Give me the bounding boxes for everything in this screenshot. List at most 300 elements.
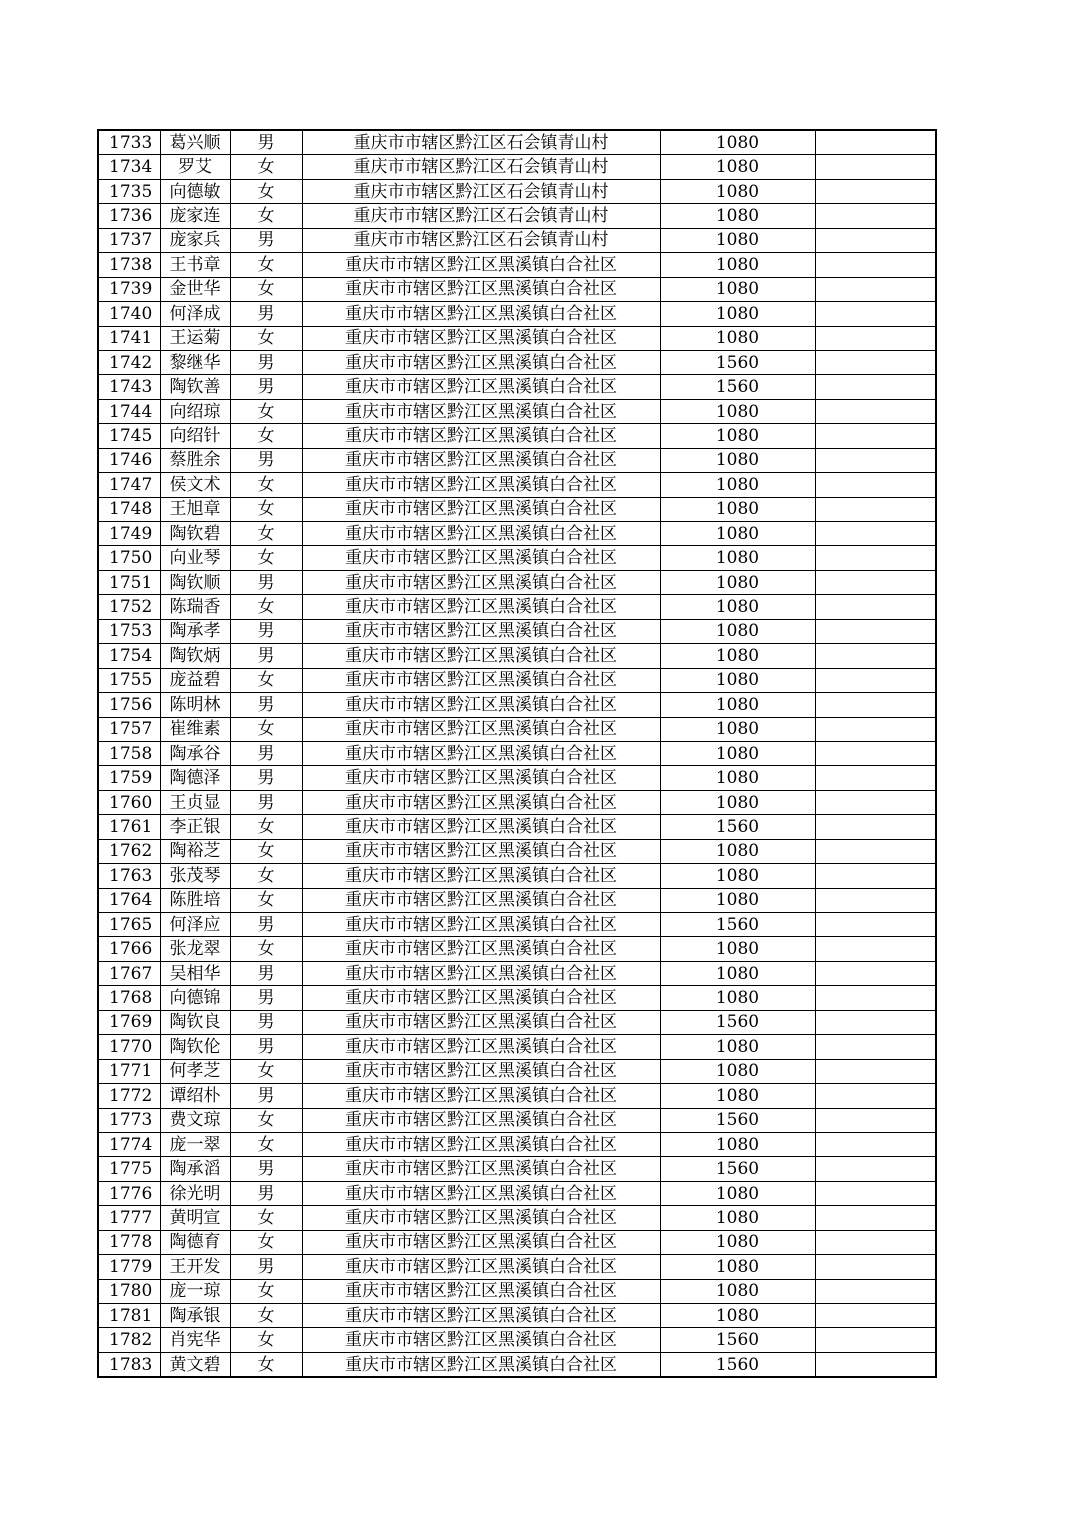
address-cell: 重庆市市辖区黔江区黑溪镇白合社区 <box>302 277 660 301</box>
address-cell: 重庆市市辖区黔江区黑溪镇白合社区 <box>302 399 660 423</box>
amount-cell: 1080 <box>660 228 815 252</box>
gender-cell: 男 <box>230 1035 302 1059</box>
gender-cell: 女 <box>230 717 302 741</box>
gender-cell: 男 <box>230 766 302 790</box>
remark-cell <box>815 1010 936 1034</box>
gender-cell: 女 <box>230 839 302 863</box>
remark-cell <box>815 1328 936 1352</box>
address-cell: 重庆市市辖区黔江区黑溪镇白合社区 <box>302 350 660 374</box>
table-row <box>98 204 936 228</box>
table-row <box>98 1230 936 1254</box>
name-cell: 罗艾 <box>160 155 230 179</box>
name-cell: 何泽成 <box>160 302 230 326</box>
name-cell: 蔡胜余 <box>160 448 230 472</box>
gender-cell: 男 <box>230 790 302 814</box>
table-row <box>98 839 936 863</box>
amount-cell: 1080 <box>660 179 815 203</box>
name-cell: 王运菊 <box>160 326 230 350</box>
amount-cell: 1080 <box>660 1035 815 1059</box>
remark-cell <box>815 448 936 472</box>
row-number-cell: 1741 <box>98 326 160 350</box>
row-number-cell: 1754 <box>98 644 160 668</box>
address-cell: 重庆市市辖区黔江区黑溪镇白合社区 <box>302 1084 660 1108</box>
row-number-cell: 1746 <box>98 448 160 472</box>
address-cell: 重庆市市辖区黔江区黑溪镇白合社区 <box>302 668 660 692</box>
remark-cell <box>815 766 936 790</box>
gender-cell: 女 <box>230 424 302 448</box>
gender-cell: 男 <box>230 644 302 668</box>
row-number-cell: 1777 <box>98 1206 160 1230</box>
row-number-cell: 1767 <box>98 961 160 985</box>
row-number-cell: 1765 <box>98 913 160 937</box>
table-row <box>98 913 936 937</box>
gender-cell: 男 <box>230 448 302 472</box>
table-row <box>98 766 936 790</box>
name-cell: 陶钦碧 <box>160 522 230 546</box>
name-cell: 李正银 <box>160 815 230 839</box>
gender-cell: 女 <box>230 1304 302 1328</box>
address-cell: 重庆市市辖区黔江区石会镇青山村 <box>302 130 660 155</box>
address-cell: 重庆市市辖区黔江区黑溪镇白合社区 <box>302 1010 660 1034</box>
gender-cell: 女 <box>230 473 302 497</box>
amount-cell: 1080 <box>660 864 815 888</box>
amount-cell: 1080 <box>660 644 815 668</box>
remark-cell <box>815 693 936 717</box>
table-row <box>98 1132 936 1156</box>
amount-cell: 1080 <box>660 570 815 594</box>
table-row <box>98 277 936 301</box>
name-cell: 何孝芝 <box>160 1059 230 1083</box>
name-cell: 向绍琼 <box>160 399 230 423</box>
address-cell: 重庆市市辖区黔江区黑溪镇白合社区 <box>302 839 660 863</box>
address-cell: 重庆市市辖区黔江区黑溪镇白合社区 <box>302 522 660 546</box>
address-cell: 重庆市市辖区黔江区黑溪镇白合社区 <box>302 717 660 741</box>
gender-cell: 女 <box>230 277 302 301</box>
row-number-cell: 1769 <box>98 1010 160 1034</box>
amount-cell: 1080 <box>660 155 815 179</box>
name-cell: 张龙翠 <box>160 937 230 961</box>
amount-cell: 1080 <box>660 424 815 448</box>
remark-cell <box>815 839 936 863</box>
name-cell: 陈瑞香 <box>160 595 230 619</box>
gender-cell: 男 <box>230 302 302 326</box>
gender-cell: 男 <box>230 741 302 765</box>
remark-cell <box>815 790 936 814</box>
gender-cell: 男 <box>230 1181 302 1205</box>
gender-cell: 女 <box>230 1059 302 1083</box>
row-number-cell: 1756 <box>98 693 160 717</box>
table-row <box>98 888 936 912</box>
remark-cell <box>815 473 936 497</box>
remark-cell <box>815 570 936 594</box>
remark-cell <box>815 1108 936 1132</box>
address-cell: 重庆市市辖区黔江区黑溪镇白合社区 <box>302 1181 660 1205</box>
remark-cell <box>815 130 936 155</box>
table-row <box>98 130 936 155</box>
address-cell: 重庆市市辖区黔江区黑溪镇白合社区 <box>302 1157 660 1181</box>
name-cell: 陶承孝 <box>160 619 230 643</box>
table-row <box>98 815 936 839</box>
remark-cell <box>815 717 936 741</box>
gender-cell: 女 <box>230 595 302 619</box>
row-number-cell: 1771 <box>98 1059 160 1083</box>
row-number-cell: 1735 <box>98 179 160 203</box>
name-cell: 崔维素 <box>160 717 230 741</box>
table-row <box>98 1084 936 1108</box>
address-cell: 重庆市市辖区黔江区石会镇青山村 <box>302 155 660 179</box>
row-number-cell: 1744 <box>98 399 160 423</box>
row-number-cell: 1778 <box>98 1230 160 1254</box>
address-cell: 重庆市市辖区黔江区黑溪镇白合社区 <box>302 790 660 814</box>
name-cell: 向德锦 <box>160 986 230 1010</box>
gender-cell: 女 <box>230 1328 302 1352</box>
name-cell: 庞家兵 <box>160 228 230 252</box>
name-cell: 王开发 <box>160 1255 230 1279</box>
table-row <box>98 253 936 277</box>
name-cell: 庞益碧 <box>160 668 230 692</box>
row-number-cell: 1750 <box>98 546 160 570</box>
row-number-cell: 1772 <box>98 1084 160 1108</box>
amount-cell: 1080 <box>660 937 815 961</box>
gender-cell: 男 <box>230 986 302 1010</box>
address-cell: 重庆市市辖区黔江区石会镇青山村 <box>302 204 660 228</box>
address-cell: 重庆市市辖区黔江区黑溪镇白合社区 <box>302 1255 660 1279</box>
remark-cell <box>815 1304 936 1328</box>
remark-cell <box>815 204 936 228</box>
row-number-cell: 1738 <box>98 253 160 277</box>
amount-cell: 1080 <box>660 473 815 497</box>
address-cell: 重庆市市辖区黔江区黑溪镇白合社区 <box>302 570 660 594</box>
row-number-cell: 1776 <box>98 1181 160 1205</box>
row-number-cell: 1759 <box>98 766 160 790</box>
amount-cell: 1080 <box>660 497 815 521</box>
row-number-cell: 1737 <box>98 228 160 252</box>
amount-cell: 1080 <box>660 302 815 326</box>
remark-cell <box>815 864 936 888</box>
address-cell: 重庆市市辖区黔江区黑溪镇白合社区 <box>302 326 660 350</box>
remark-cell <box>815 1255 936 1279</box>
table-body <box>98 130 936 1377</box>
remark-cell <box>815 497 936 521</box>
name-cell: 黄文碧 <box>160 1352 230 1377</box>
table-row <box>98 399 936 423</box>
name-cell: 陶承滔 <box>160 1157 230 1181</box>
row-number-cell: 1747 <box>98 473 160 497</box>
amount-cell: 1080 <box>660 277 815 301</box>
table-row <box>98 790 936 814</box>
address-cell: 重庆市市辖区黔江区黑溪镇白合社区 <box>302 1352 660 1377</box>
gender-cell: 女 <box>230 1279 302 1303</box>
row-number-cell: 1773 <box>98 1108 160 1132</box>
gender-cell: 男 <box>230 961 302 985</box>
remark-cell <box>815 277 936 301</box>
gender-cell: 女 <box>230 937 302 961</box>
row-number-cell: 1762 <box>98 839 160 863</box>
gender-cell: 男 <box>230 1084 302 1108</box>
amount-cell: 1080 <box>660 790 815 814</box>
name-cell: 黄明宣 <box>160 1206 230 1230</box>
address-cell: 重庆市市辖区黔江区黑溪镇白合社区 <box>302 1108 660 1132</box>
table-row <box>98 375 936 399</box>
amount-cell: 1080 <box>660 1206 815 1230</box>
amount-cell: 1080 <box>660 668 815 692</box>
table-row <box>98 546 936 570</box>
amount-cell: 1080 <box>660 1059 815 1083</box>
name-cell: 王旭章 <box>160 497 230 521</box>
amount-cell: 1560 <box>660 1157 815 1181</box>
gender-cell: 女 <box>230 546 302 570</box>
remark-cell <box>815 350 936 374</box>
remark-cell <box>815 1059 936 1083</box>
remark-cell <box>815 1035 936 1059</box>
row-number-cell: 1736 <box>98 204 160 228</box>
gender-cell: 男 <box>230 913 302 937</box>
remark-cell <box>815 228 936 252</box>
gender-cell: 男 <box>230 570 302 594</box>
gender-cell: 女 <box>230 668 302 692</box>
row-number-cell: 1764 <box>98 888 160 912</box>
row-number-cell: 1783 <box>98 1352 160 1377</box>
gender-cell: 男 <box>230 1010 302 1034</box>
table-row <box>98 1328 936 1352</box>
address-cell: 重庆市市辖区黔江区黑溪镇白合社区 <box>302 619 660 643</box>
remark-cell <box>815 644 936 668</box>
table-row <box>98 1206 936 1230</box>
gender-cell: 女 <box>230 815 302 839</box>
remark-cell <box>815 1206 936 1230</box>
address-cell: 重庆市市辖区黔江区黑溪镇白合社区 <box>302 253 660 277</box>
address-cell: 重庆市市辖区黔江区黑溪镇白合社区 <box>302 864 660 888</box>
name-cell: 陶裕芝 <box>160 839 230 863</box>
amount-cell: 1560 <box>660 1352 815 1377</box>
remark-cell <box>815 1352 936 1377</box>
amount-cell: 1080 <box>660 1304 815 1328</box>
gender-cell: 女 <box>230 179 302 203</box>
amount-cell: 1080 <box>660 326 815 350</box>
address-cell: 重庆市市辖区黔江区黑溪镇白合社区 <box>302 1304 660 1328</box>
amount-cell: 1560 <box>660 1328 815 1352</box>
remark-cell <box>815 1084 936 1108</box>
remark-cell <box>815 546 936 570</box>
table-row <box>98 1010 936 1034</box>
table-row <box>98 522 936 546</box>
name-cell: 张茂琴 <box>160 864 230 888</box>
address-cell: 重庆市市辖区黔江区黑溪镇白合社区 <box>302 766 660 790</box>
row-number-cell: 1753 <box>98 619 160 643</box>
table-row <box>98 1255 936 1279</box>
remark-cell <box>815 1132 936 1156</box>
amount-cell: 1080 <box>660 253 815 277</box>
amount-cell: 1080 <box>660 766 815 790</box>
gender-cell: 女 <box>230 1206 302 1230</box>
row-number-cell: 1751 <box>98 570 160 594</box>
gender-cell: 女 <box>230 497 302 521</box>
row-number-cell: 1760 <box>98 790 160 814</box>
table-row <box>98 1181 936 1205</box>
address-cell: 重庆市市辖区黔江区黑溪镇白合社区 <box>302 448 660 472</box>
row-number-cell: 1781 <box>98 1304 160 1328</box>
gender-cell: 女 <box>230 1132 302 1156</box>
table-row <box>98 693 936 717</box>
address-cell: 重庆市市辖区黔江区黑溪镇白合社区 <box>302 644 660 668</box>
table-row <box>98 717 936 741</box>
amount-cell: 1080 <box>660 961 815 985</box>
row-number-cell: 1758 <box>98 741 160 765</box>
amount-cell: 1080 <box>660 741 815 765</box>
remark-cell <box>815 253 936 277</box>
remark-cell <box>815 961 936 985</box>
amount-cell: 1080 <box>660 986 815 1010</box>
row-number-cell: 1782 <box>98 1328 160 1352</box>
remark-cell <box>815 375 936 399</box>
name-cell: 陈明林 <box>160 693 230 717</box>
gender-cell: 男 <box>230 693 302 717</box>
row-number-cell: 1761 <box>98 815 160 839</box>
table-row <box>98 986 936 1010</box>
amount-cell: 1080 <box>660 1132 815 1156</box>
name-cell: 陶承银 <box>160 1304 230 1328</box>
amount-cell: 1080 <box>660 399 815 423</box>
table-row <box>98 570 936 594</box>
name-cell: 王贞显 <box>160 790 230 814</box>
remark-cell <box>815 399 936 423</box>
amount-cell: 1080 <box>660 204 815 228</box>
name-cell: 费文琼 <box>160 1108 230 1132</box>
table-row <box>98 961 936 985</box>
address-cell: 重庆市市辖区黔江区黑溪镇白合社区 <box>302 741 660 765</box>
name-cell: 徐光明 <box>160 1181 230 1205</box>
gender-cell: 女 <box>230 864 302 888</box>
table-row <box>98 1157 936 1181</box>
amount-cell: 1560 <box>660 1108 815 1132</box>
table-row <box>98 1108 936 1132</box>
remark-cell <box>815 888 936 912</box>
address-cell: 重庆市市辖区黔江区黑溪镇白合社区 <box>302 986 660 1010</box>
row-number-cell: 1763 <box>98 864 160 888</box>
table-row <box>98 1352 936 1377</box>
row-number-cell: 1774 <box>98 1132 160 1156</box>
gender-cell: 女 <box>230 326 302 350</box>
amount-cell: 1560 <box>660 350 815 374</box>
remark-cell <box>815 155 936 179</box>
address-cell: 重庆市市辖区黔江区黑溪镇白合社区 <box>302 1059 660 1083</box>
name-cell: 庞一琼 <box>160 1279 230 1303</box>
amount-cell: 1080 <box>660 448 815 472</box>
amount-cell: 1560 <box>660 375 815 399</box>
row-number-cell: 1755 <box>98 668 160 692</box>
table-row <box>98 326 936 350</box>
address-cell: 重庆市市辖区黔江区黑溪镇白合社区 <box>302 302 660 326</box>
gender-cell: 女 <box>230 204 302 228</box>
amount-cell: 1080 <box>660 1255 815 1279</box>
gender-cell: 男 <box>230 375 302 399</box>
name-cell: 吴相华 <box>160 961 230 985</box>
name-cell: 肖宪华 <box>160 1328 230 1352</box>
name-cell: 陶钦炳 <box>160 644 230 668</box>
address-cell: 重庆市市辖区黔江区黑溪镇白合社区 <box>302 546 660 570</box>
gender-cell: 女 <box>230 888 302 912</box>
row-number-cell: 1742 <box>98 350 160 374</box>
row-number-cell: 1748 <box>98 497 160 521</box>
gender-cell: 女 <box>230 1108 302 1132</box>
address-cell: 重庆市市辖区黔江区石会镇青山村 <box>302 179 660 203</box>
amount-cell: 1080 <box>660 717 815 741</box>
remark-cell <box>815 937 936 961</box>
address-cell: 重庆市市辖区黔江区石会镇青山村 <box>302 228 660 252</box>
table-row <box>98 595 936 619</box>
remark-cell <box>815 815 936 839</box>
name-cell: 陈胜培 <box>160 888 230 912</box>
row-number-cell: 1749 <box>98 522 160 546</box>
name-cell: 陶德育 <box>160 1230 230 1254</box>
address-cell: 重庆市市辖区黔江区黑溪镇白合社区 <box>302 961 660 985</box>
name-cell: 葛兴顺 <box>160 130 230 155</box>
table-row <box>98 1304 936 1328</box>
remark-cell <box>815 913 936 937</box>
row-number-cell: 1745 <box>98 424 160 448</box>
table-row <box>98 864 936 888</box>
table-row <box>98 1035 936 1059</box>
address-cell: 重庆市市辖区黔江区黑溪镇白合社区 <box>302 473 660 497</box>
table-row <box>98 619 936 643</box>
table-row <box>98 668 936 692</box>
name-cell: 王书章 <box>160 253 230 277</box>
name-cell: 庞家连 <box>160 204 230 228</box>
row-number-cell: 1766 <box>98 937 160 961</box>
remark-cell <box>815 1230 936 1254</box>
address-cell: 重庆市市辖区黔江区黑溪镇白合社区 <box>302 888 660 912</box>
gender-cell: 女 <box>230 1230 302 1254</box>
table-row <box>98 424 936 448</box>
amount-cell: 1080 <box>660 1230 815 1254</box>
row-number-cell: 1739 <box>98 277 160 301</box>
address-cell: 重庆市市辖区黔江区黑溪镇白合社区 <box>302 937 660 961</box>
gender-cell: 男 <box>230 1157 302 1181</box>
amount-cell: 1560 <box>660 913 815 937</box>
address-cell: 重庆市市辖区黔江区黑溪镇白合社区 <box>302 1230 660 1254</box>
name-cell: 何泽应 <box>160 913 230 937</box>
gender-cell: 女 <box>230 522 302 546</box>
address-cell: 重庆市市辖区黔江区黑溪镇白合社区 <box>302 497 660 521</box>
amount-cell: 1080 <box>660 693 815 717</box>
amount-cell: 1080 <box>660 619 815 643</box>
amount-cell: 1080 <box>660 1181 815 1205</box>
name-cell: 向绍针 <box>160 424 230 448</box>
name-cell: 金世华 <box>160 277 230 301</box>
remark-cell <box>815 302 936 326</box>
address-cell: 重庆市市辖区黔江区黑溪镇白合社区 <box>302 1132 660 1156</box>
address-cell: 重庆市市辖区黔江区黑溪镇白合社区 <box>302 1328 660 1352</box>
address-cell: 重庆市市辖区黔江区黑溪镇白合社区 <box>302 424 660 448</box>
remark-cell <box>815 619 936 643</box>
remark-cell <box>815 424 936 448</box>
row-number-cell: 1775 <box>98 1157 160 1181</box>
address-cell: 重庆市市辖区黔江区黑溪镇白合社区 <box>302 375 660 399</box>
row-number-cell: 1780 <box>98 1279 160 1303</box>
gender-cell: 男 <box>230 350 302 374</box>
address-cell: 重庆市市辖区黔江区黑溪镇白合社区 <box>302 595 660 619</box>
remark-cell <box>815 741 936 765</box>
address-cell: 重庆市市辖区黔江区黑溪镇白合社区 <box>302 815 660 839</box>
remark-cell <box>815 1279 936 1303</box>
address-cell: 重庆市市辖区黔江区黑溪镇白合社区 <box>302 1279 660 1303</box>
table-row <box>98 350 936 374</box>
remark-cell <box>815 326 936 350</box>
row-number-cell: 1752 <box>98 595 160 619</box>
row-number-cell: 1770 <box>98 1035 160 1059</box>
table-row <box>98 1279 936 1303</box>
row-number-cell: 1734 <box>98 155 160 179</box>
